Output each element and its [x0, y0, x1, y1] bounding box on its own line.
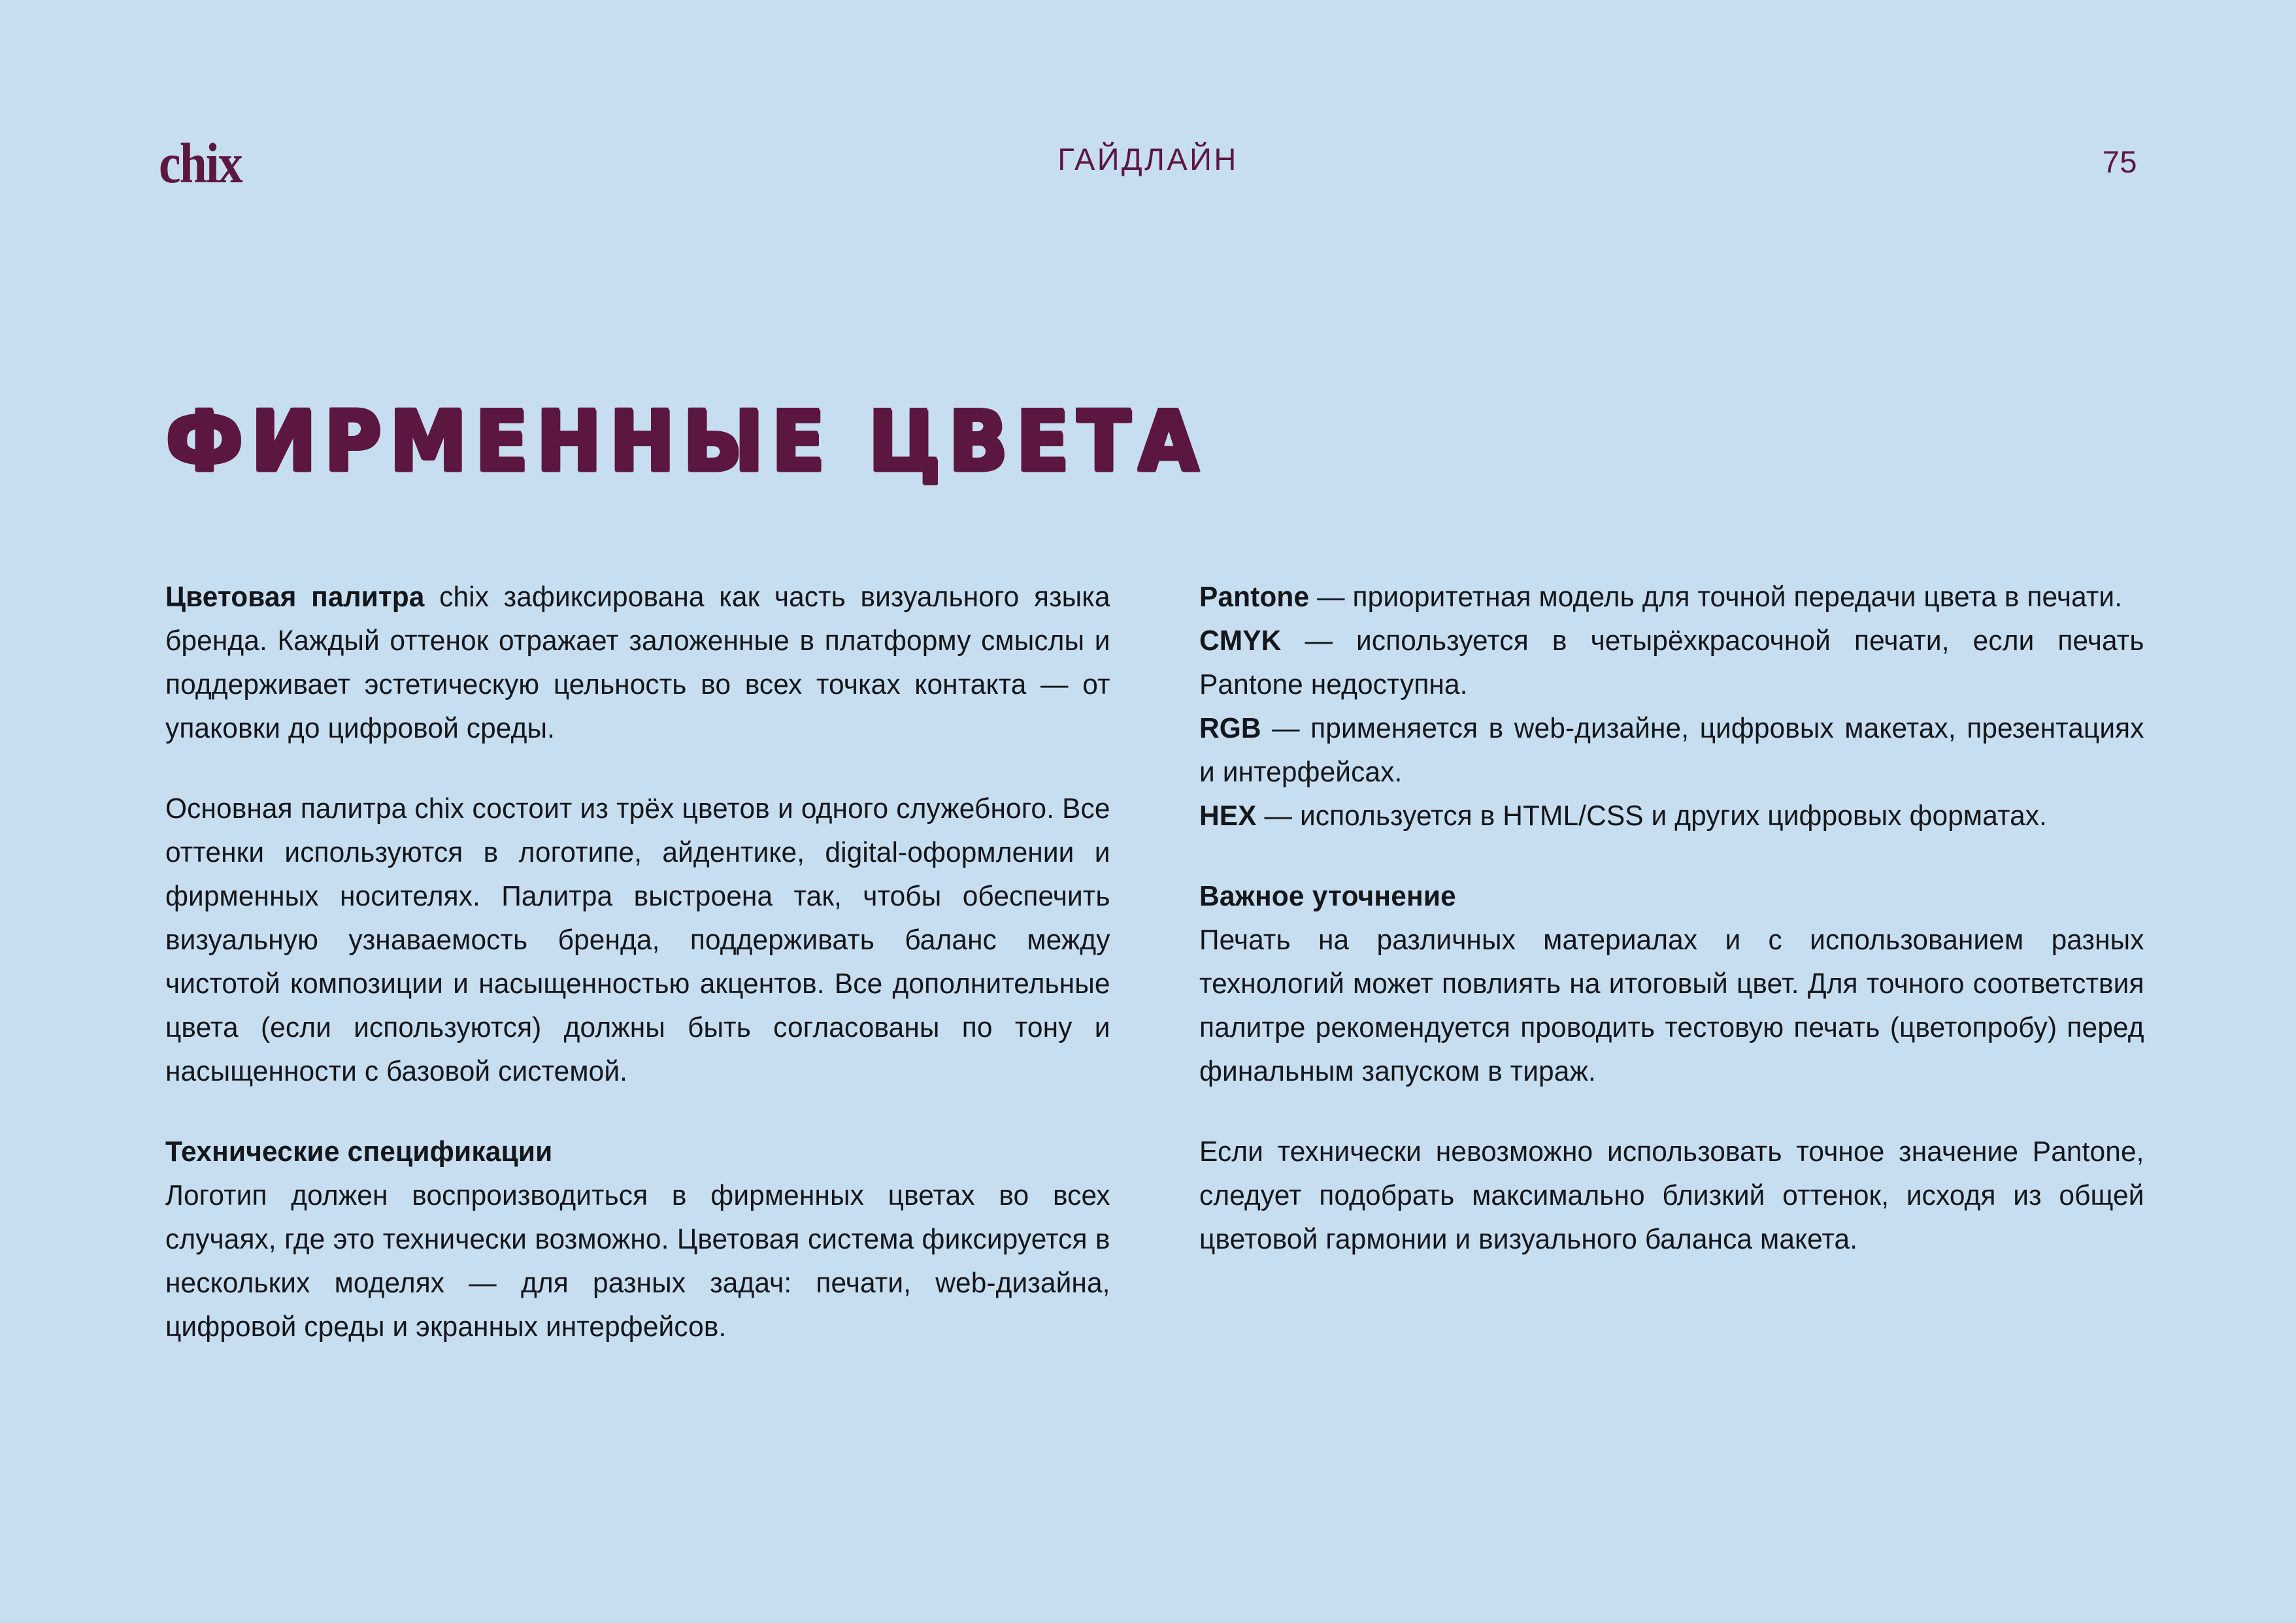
color-model-term-rgb: RGB — [1199, 712, 1261, 744]
color-model-definitions — [1199, 575, 2144, 838]
color-model-definition-hex: — используется в HTML/CSS и других цифровых форматах. — [1256, 800, 2048, 832]
page-header — [0, 0, 2296, 222]
color-model-term-hex: HEX — [1199, 800, 1257, 832]
right-column-text — [1199, 575, 2144, 1261]
color-model-definition-cmyk: — используется в четырёхкрасочной печати, если печать Pantone недоступна. — [1199, 625, 2144, 700]
paragraph-main-palette: Основная палитра chix состоит из трёх цветов и одного служебного. Все оттенки используются в логотипе, айдентике, digital-оформлении и фирменных носителях. Палитра выстроена так, чтобы обеспечить визуальную узнаваемость бренда, поддерживать баланс между чистотой композиции и насыщенностью акцентов. Все дополнительные цвета (если используются) должны быть согласованы по тону и насыщенности с базовой системой. — [165, 793, 1110, 1087]
page-number: 75 — [2102, 144, 2137, 179]
paragraph-palette-intro — [165, 575, 1110, 750]
section-heading: ФИРМЕННЫЕ ЦВЕТА — [165, 393, 1206, 490]
subheading-important-note: Важное уточнение — [1199, 880, 1456, 912]
header-title: ГАЙДЛАЙН — [1057, 142, 1239, 176]
color-model-definition-pantone: — приоритетная модель для точной передачи цвета в печати. — [1309, 581, 2123, 613]
left-column-text — [165, 575, 1110, 1349]
paragraph-palette-intro-lead: Цветовая палитра — [165, 581, 425, 613]
left-column — [165, 575, 1110, 1349]
brand-logo: chix — [159, 131, 242, 195]
paragraph-logo-reproduction: Логотип должен воспроизводиться в фирменных цветах во всех случаях, где это технически возможно. Цветовая система фиксируется в нескольких моделях — для разных задач: печати, web-дизайна, цифровой среды и экранных интерфейсов. — [165, 1179, 1110, 1343]
subheading-technical-specs: Технические спецификации — [165, 1136, 553, 1168]
paragraph-palette-intro-rest: chix зафиксирована как часть визуального языка бренда. Каждый оттенок отражает заложенные в платформу смыслы и поддерживает эстетическую цельность во всех точках контакта — от упаковки до цифровой среды. — [165, 581, 1110, 744]
color-model-term-pantone: Pantone — [1199, 581, 1310, 613]
color-model-definition-rgb: — применяется в web-дизайне, цифровых макетах, презентациях и интерфейсах. — [1199, 712, 2144, 788]
color-model-term-cmyk: CMYK — [1199, 625, 1282, 657]
paragraph-printing-materials: Печать на различных материалах и с использованием разных технологий может повлиять на итоговый цвет. Для точного соответствия палитре рекомендуется проводить тестовую печать (цветопробу) перед финальным запуском в тираж. — [1199, 924, 2144, 1087]
right-column — [1199, 575, 2144, 1261]
paragraph-pantone-fallback: Если технически невозможно использовать точное значение Pantone, следует подобрать максимально близкий оттенок, исходя из общей цветовой гармонии и визуального баланса макета. — [1199, 1136, 2144, 1255]
